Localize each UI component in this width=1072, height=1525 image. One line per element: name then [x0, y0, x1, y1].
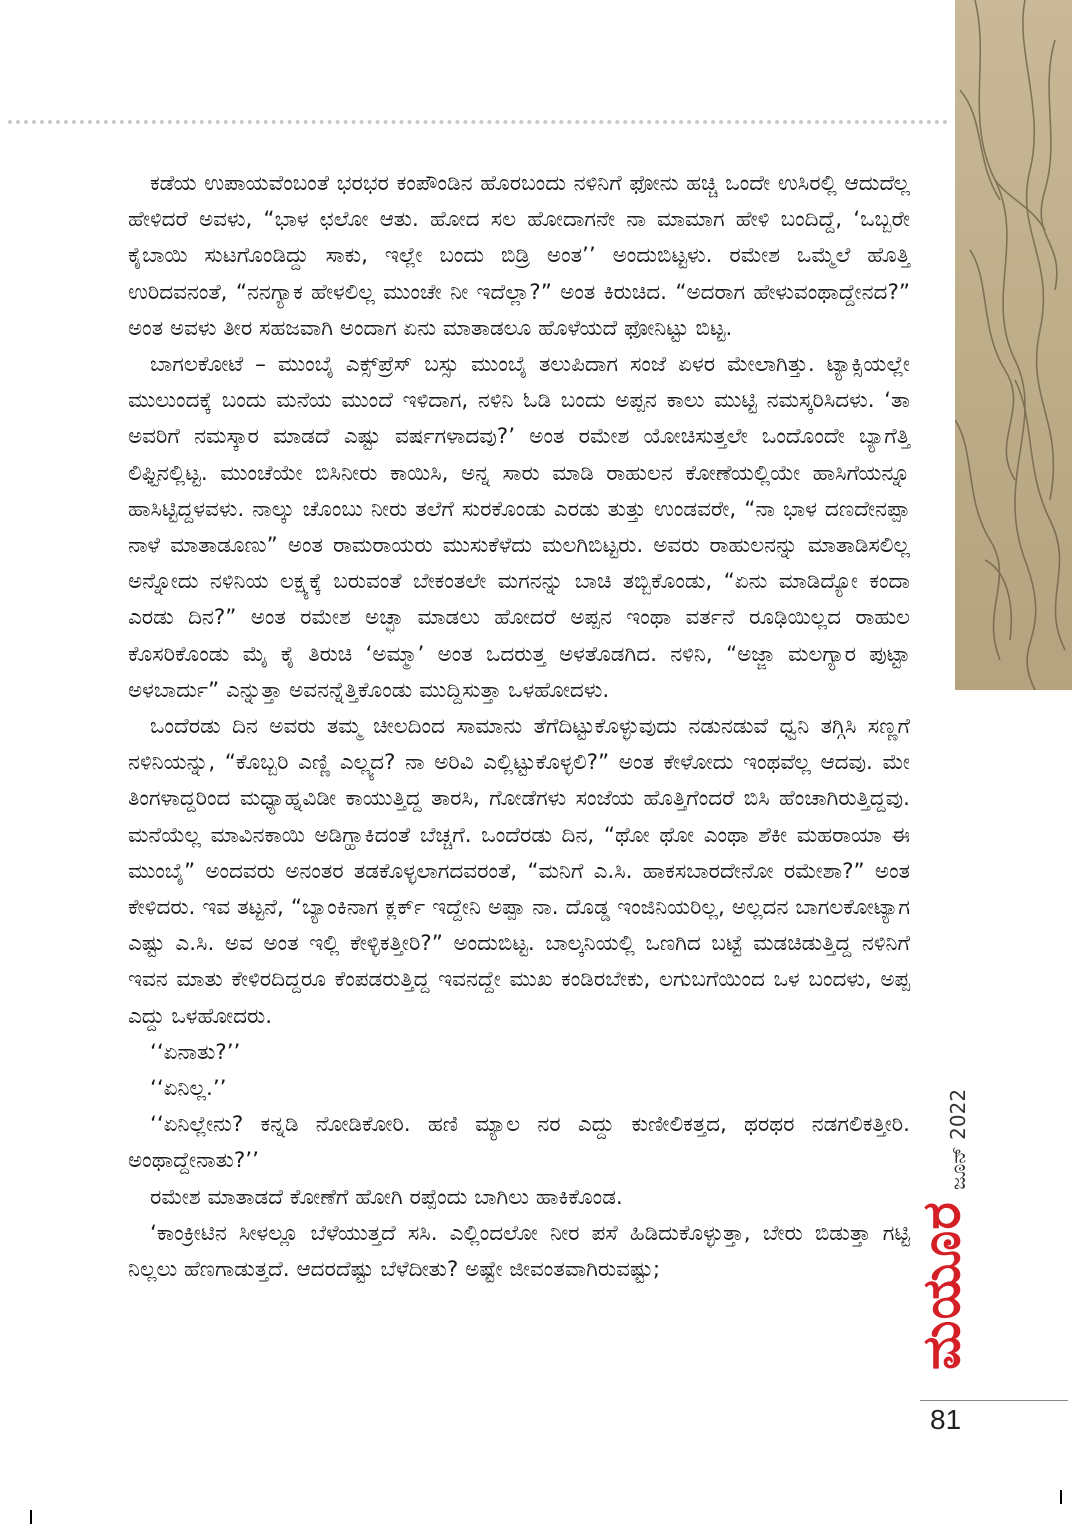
- page-number: 81: [930, 1404, 962, 1435]
- header-dotted-rule: [8, 120, 948, 124]
- crop-mark: [30, 1510, 32, 1524]
- magazine-logo: ಮಯೂರ: [912, 1201, 972, 1370]
- paragraph: ಒಂದೆರಡು ದಿನ ಅವರು ತಮ್ಮ ಚೀಲದಿಂದ ಸಾಮಾನು ತೆಗೆದಿಟ್ಟುಕೊಳ್ಳುವುದು ನಡುನಡುವೆ ಧ್ವನಿ ತಗ್ಗಿಸಿ ಸಣ್ಣಗೆ ನಳಿನಿಯನ್ನು, “ಕೊಬ್ಬರಿ ಎಣ್ಣಿ ಎಲ್ಲ್ಯದ? ನಾ ಅರಿವಿ ಎಲ್ಲಿಟ್ಟುಕೊಳ್ಳಲಿ?” ಅಂತ ಕೇಳೋದು ಇಂಥವೆಲ್ಲ ಆದವು. ಮೇ ತಿಂಗಳಾದ್ದರಿಂದ ಮಧ್ಯಾಹ್ನವಿಡೀ ಕಾಯುತ್ತಿದ್ದ ತಾರಸಿ, ಗೋಡೆಗಳು ಸಂಜೆಯ ಹೊತ್ತಿಗೆಂದರೆ ಬಿಸಿ ಹೆಂಚಾಗಿರುತ್ತಿದ್ದವು. ಮನೆಯೆಲ್ಲ ಮಾವಿನಕಾಯಿ ಅಡಿಗ್ಹಾಕಿದಂತೆ ಬೆಚ್ಚಗೆ. ಒಂದೆರಡು ದಿನ, “ಥೋ ಥೋ ಎಂಥಾ ಶೆಕೀ ಮಹರಾಯಾ ಈ ಮುಂಬೈ” ಅಂದವರು ಅನಂತರ ತಡಕೊಳ್ಳಲಾಗದವರಂತೆ, “ಮನಿಗೆ ಎ.ಸಿ. ಹಾಕಸಬಾರದೇನೋ ರಮೇಶಾ?” ಅಂತ ಕೇಳಿದರು. ಇವ ತಟ್ಟನೆ, “ಬ್ಯಾಂಕಿನಾಗ ಕ್ಲರ್ಕ್ ಇದ್ದೇನಿ ಅಪ್ಪಾ ನಾ. ದೊಡ್ಡ ಇಂಜಿನಿಯರಿಲ್ಲ, ಅಲ್ಲದನ ಬಾಗಲಕೋಟ್ಯಾಗ ಎಷ್ಟು ಎ.ಸಿ. ಅವ ಅಂತ ಇಲ್ಲಿ ಕೇಳ್ಳಿಕತ್ತೀರಿ?” ಅಂದುಬಿಟ್ಟ. ಬಾಲ್ಕನಿಯಲ್ಲಿ ಒಣಗಿದ ಬಟ್ಟೆ ಮಡಚಿಡುತ್ತಿದ್ದ ನಳಿನಿಗೆ ಇವನ ಮಾತು ಕೇಳಿರದಿದ್ದರೂ ಕೆಂಪಡರುತ್ತಿದ್ದ ಇವನದ್ದೇ ಮುಖ ಕಂಡಿರಬೇಕು, ಲಗುಬಗೆಯಿಂದ ಒಳ ಬಂದಳು, ಅಪ್ಪ ಎದ್ದು ಒಳಹೋದರು.: [128, 714, 910, 1029]
- paragraph: ‘ಕಾಂಕ್ರೀಟಿನ ಸೀಳಲ್ಲೂ ಬೆಳೆಯುತ್ತದೆ ಸಸಿ. ಎಲ್ಲಿಂದಲೋ ನೀರ ಪಸೆ ಹಿಡಿದುಕೊಳ್ಳುತ್ತಾ, ಬೇರು ಬಿಡುತ್ತಾ ಗಟ್ಟಿ ನಿಲ್ಲಲು ಹೆಣಗಾಡುತ್ತದೆ. ಆದರದೆಷ್ಟು ಬೆಳೆದೀತು? ಅಷ್ಟೇ ಜೀವಂತವಾಗಿರುವಷ್ಟು;: [128, 1220, 910, 1283]
- paragraph: ರಮೇಶ ಮಾತಾಡದೆ ಕೋಣೆಗೆ ಹೋಗಿ ರಪ್ಪೆಂದು ಬಾಗಿಲು ಹಾಕಿಕೊಂಡ.: [150, 1184, 623, 1210]
- paragraph: ಬಾಗಲಕೋಟೆ – ಮುಂಬೈ ಎಕ್ಸ್‌ಪ್ರೆಸ್ ಬಸ್ಸು ಮುಂಬೈ ತಲುಪಿದಾಗ ಸಂಜೆ ಏಳರ ಮೇಲಾಗಿತ್ತು. ಟ್ಯಾಕ್ಸಿಯಲ್ಲೇ ಮುಲುಂದಕ್ಕೆ ಬಂದು ಮನೆಯ ಮುಂದೆ ಇಳಿದಾಗ, ನಳಿನಿ ಓಡಿ ಬಂದು ಅಪ್ಪನ ಕಾಲು ಮುಟ್ಟಿ ನಮಸ್ಕರಿಸಿದಳು. ‘ತಾ ಅವರಿಗೆ ನಮಸ್ಕಾರ ಮಾಡದೆ ಎಷ್ಟು ವರ್ಷಗಳಾದವು?’ ಅಂತ ರಮೇಶ ಯೋಚಿಸುತ್ತಲೇ ಒಂದೊಂದೇ ಬ್ಯಾಗೆತ್ತಿ ಲಿಫ್ಟಿನಲ್ಲಿಟ್ಟ. ಮುಂಚೆಯೇ ಬಿಸಿನೀರು ಕಾಯಿಸಿ, ಅನ್ನ ಸಾರು ಮಾಡಿ ರಾಹುಲನ ಕೋಣೆಯಲ್ಲಿಯೇ ಹಾಸಿಗೆಯನ್ನೂ ಹಾಸಿಟ್ಟಿದ್ದಳವಳು. ನಾಲ್ಕು ಚೊಂಬು ನೀರು ತಲೆಗೆ ಸುರಕೊಂಡು ಎರಡು ತುತ್ತು ಉಂಡವರೇ, “ನಾ ಭಾಳ ದಣದೇನಪ್ಪಾ ನಾಳೆ ಮಾತಾಡೂಣು” ಅಂತ ರಾಮರಾಯರು ಮುಸುಕೆಳೆದು ಮಲಗಿಬಿಟ್ಟರು. ಅವರು ರಾಹುಲನನ್ನು ಮಾತಾಡಿಸಲಿಲ್ಲ ಅನ್ನೋದು ನಳಿನಿಯ ಲಕ್ಷ್ಯಕ್ಕೆ ಬರುವಂತೆ ಬೇಕಂತಲೇ ಮಗನನ್ನು ಬಾಚಿ ತಬ್ಬಿಕೊಂಡು, “ಏನು ಮಾಡಿದ್ಯೋ ಕಂದಾ ಎರಡು ದಿನ?” ಅಂತ ರಮೇಶ ಅಚ್ಛಾ ಮಾಡಲು ಹೋದರೆ ಅಪ್ಪನ ಇಂಥಾ ವರ್ತನೆ ರೂಢಿಯಿಲ್ಲದ ರಾಹುಲ ಕೊಸರಿಕೊಂಡು ಮೈ ಕೈ ತಿರುಚಿ ‘ಅಮ್ಮಾ’ ಅಂತ ಒದರುತ್ತ ಅಳತೊಡಗಿದ. ನಳಿನಿ, “ಅಜ್ಜಾ ಮಲಗ್ಯಾರ ಪುಟ್ಟಾ ಅಳಬಾರ್ದು” ಎನ್ನುತ್ತಾ ಅವನನ್ನೆತ್ತಿಕೊಂಡು ಮುದ್ದಿಸುತ್ತಾ ಒಳಹೋದಳು.: [128, 352, 910, 703]
- page-number-rule: [920, 1400, 1068, 1401]
- magazine-sidebar: [912, 1088, 992, 1410]
- paragraph: ‘‘ಏನಿಲ್ಲ.’’: [150, 1076, 227, 1102]
- crop-mark: [1060, 1490, 1062, 1504]
- paragraph: ‘‘ಏನಿಲ್ಲೇನು? ಕನ್ನಡಿ ನೋಡಿಕೋರಿ. ಹಣಿ ಮ್ಯಾಲ ನರ ಎದ್ದು ಕುಣೀಲಿಕತ್ತದ, ಥರಥರ ನಡಗಲಿಕತ್ತೀರಿ. ಅಂಥಾದ್ದೇನಾತು?’’: [128, 1112, 910, 1174]
- article-body: [128, 166, 910, 1288]
- decorative-bark-illustration: [955, 0, 1072, 690]
- paragraph: ಕಡೆಯ ಉಪಾಯವೆಂಬಂತೆ ಭರಭರ ಕಂಪೌಂಡಿನ ಹೊರಬಂದು ನಳಿನಿಗೆ ಫೋನು ಹಚ್ಚಿ ಒಂದೇ ಉಸಿರಲ್ಲಿ ಆದುದೆಲ್ಲ ಹೇಳಿದರೆ ಅವಳು, “ಭಾಳ ಛಲೋ ಆತು. ಹೋದ ಸಲ ಹೋದಾಗನೇ ನಾ ಮಾಮಾಗ ಹೇಳಿ ಬಂದಿದ್ದೆ, ‘ಒಬ್ಬರೇ ಕೈಬಾಯಿ ಸುಟಗೊಂಡಿದ್ದು ಸಾಕು, ಇಲ್ಲೇ ಬಂದು ಬಿಡ್ರಿ ಅಂತ’’ ಅಂದುಬಿಟ್ಟಳು. ರಮೇಶ ಒಮ್ಮೆಲೆ ಹೊತ್ತಿ ಉರಿದವನಂತೆ, “ನನಗ್ಯಾಕ ಹೇಳಲಿಲ್ಲ ಮುಂಚೇ ನೀ ಇದೆಲ್ಲಾ?” ಅಂತ ಕಿರುಚಿದ. “ಅದರಾಗ ಹೇಳುವಂಥಾದ್ದೇನದ?” ಅಂತ ಅವಳು ತೀರ ಸಹಜವಾಗಿ ಅಂದಾಗ ಏನು ಮಾತಾಡಲೂ ಹೊಳೆಯದೆ ಫೋನಿಟ್ಟು ಬಿಟ್ಟ.: [128, 171, 910, 341]
- paragraph: ‘‘ಏನಾತು?’’: [150, 1039, 241, 1065]
- issue-date: ಜೂನ್ 2022: [946, 1088, 970, 1190]
